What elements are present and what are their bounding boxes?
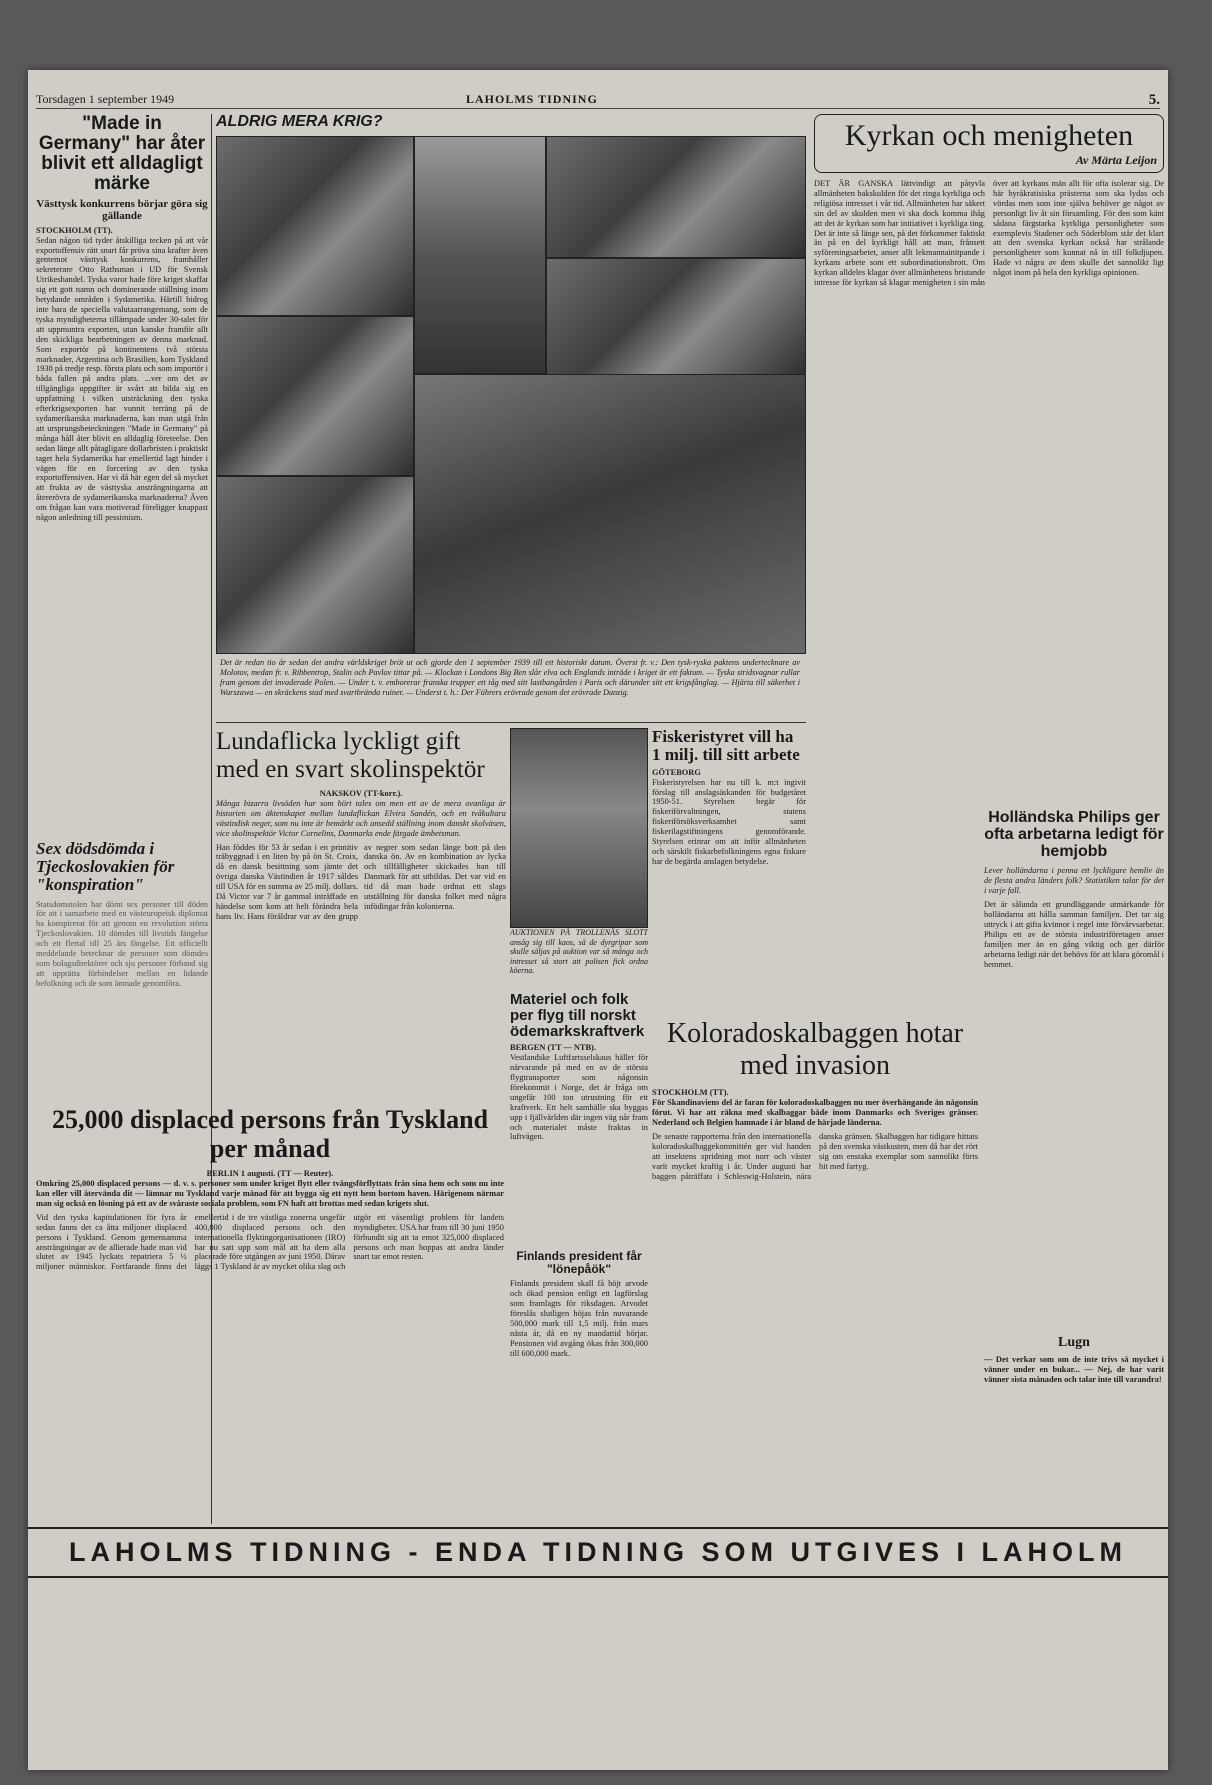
article-body: Fiskeristyrelsen har nu till k. m:t ingivit förslag till anslagsäskanden för budgetåret 1950-51. Styrelsen begär för fiskeriförvaltningen, statens fiskeriförsöksverksamhet samt fiskerilagstiftningens genomförande. Styrelsen erinrar om att inför allmänheten och särskilt fiskarbefolkningens egna fiskare har de begärda anslagen betydelse. — [652, 777, 806, 866]
photo-caption: Det är redan tio år sedan det andra världskriget bröt ut och gjorde den 1 september 1939 till ett historiskt datum. Överst fr. v.: Den tysk-ryska paktens undertecknare av Molotov, medan fr. v. Ribbentrop, Stalin och Pavlov tittar på. — Klockan i Londons Big Ben slår elva och Englands inträde i kriget är ett faktum. — Tyska stridsvagnar rullar fram genom det invaderade Polen. — Under t. v. emborerar franska trupper ett tåg med sitt lastbangården i Paris och därunder sitt ett krigsfånglag. — Hjärta till säkerhet i Warszawa — en skräckens stad med svartbrända ruiner. — Underst t. h.: Der Führers erövrade genom det erövrade Danzig. — [220, 658, 800, 697]
article-finlands-president — [510, 1250, 648, 1522]
lead: För Skandinaviens del är faran för koloradoskalbaggen nu mer överhängande än någonsin förut. Vi har att räkna med skalbaggar både inom Danmarks och Sveriges gränser. Nederland och Belgien hamnade i år bland de härjade länderna. — [652, 1098, 978, 1128]
dateline: STOCKHOLM (TT). — [36, 225, 113, 235]
bottom-banner: LAHOLMS TIDNING - ENDA TIDNING SOM UTGIVES I LAHOLM — [28, 1527, 1168, 1578]
photo-caption: AUKTIONEN PÅ TROLLENÄS SLOTT ansåg sig till kaos, så de dyrgripar som skulle säljas på auktion var så många och intresset så stort att polisen fick ordna köerna. — [510, 928, 648, 976]
photo-pact-signing — [216, 136, 414, 316]
headline: Koloradoskalbaggen hotar med invasion — [666, 1018, 964, 1082]
lead: Omkring 25,000 displaced persons — d. v. s. personer som under kriget flytt eller tvångsförflyttats från sina hem och som nu inte kan eller vill återvända dit — lämnar nu Tyskland varje månad för att bygga sig ett nytt hem bortom haven. Härigenom närmar man sig också en lösning på ett av de svåraste sociala problem, som FN haft att brottas med sedan krigets slut. — [36, 1179, 504, 1208]
photo-ruins — [546, 258, 806, 376]
article-body: DET ÄR GANSKA lättvindigt att påtyvla allmänheten bakskulden för det ringa kyrkliga och religiösa intresset i vår tid. Allmänheten har säkert sin del av skulden men vi ska dock komma ihåg att det är kyrkan som har initiativet i kyrkliga ting. Det är inte så länge sen, på det förkommer faktiskt än på en del kyrkligt håll att man, frånsett syföreningsarbetet, anser allt lekmannainitpande i kyrkans arbete som ett subordinationsbrott. Om kyrkan alldeles klagar över allmänhetens bristande intresse för kyrkan så klagar menigheten i sin mån över att kyrkans män allt för ofta isolerar sig. De här byråkratisiska prästerna som ska lydas och vördas men som inte själva behöver ge något av personligt liv åt sin församling. För den som känt sådana färgstarka kyrkliga personligheter som exemplevis Stadener och Söderblom står det klart att den svenska kyrkan också har strålande personligheter som kunnat nå in till folkdjupen. Hade vi några av dem skulle det sannolikt ligt något inom på hela den kyrkliga opinionen. — [814, 179, 1164, 288]
photo-troops-train — [216, 316, 414, 476]
headline: "Made in Germany" har åter blivit ett alldagligt märke — [38, 114, 206, 194]
headline: Finlands president får "lönepåök" — [516, 1250, 642, 1276]
page-number: 5. — [1148, 92, 1160, 108]
dateline: BERGEN (TT — NTB). — [510, 1043, 596, 1053]
article-made-in-germany — [36, 114, 208, 834]
photo-tanks — [546, 136, 806, 258]
article-body: Vestlandske Luftfartsselskaus häller för närvarande på med en av de största flygtransporter som någonsin förekommit i Norge, det är fråga om ungefär 100 ton utrustning för ett kraftverk. Ett helt samhälle ska byggas upp i fjällvärlden där ingen väg når fram och materialet måste fraktas in luftvägen. — [510, 1053, 648, 1142]
dateline: NAKSKOV (TT-korr.). — [319, 789, 403, 798]
horizontal-rule — [216, 722, 806, 723]
dateline: BERLIN 1 augusti. (TT — Reuter). — [206, 1169, 334, 1179]
issue-date: Torsdagen 1 september 1949 — [36, 92, 175, 106]
byline: Av Märta Leijon — [1075, 153, 1157, 167]
article-aldrig-mera-krig — [216, 114, 806, 720]
dateline: GÖTEBORG — [652, 767, 701, 777]
article-lugn — [984, 1336, 1164, 1486]
headline: Materiel och folk per flyg till norskt ödemarkskraftverk — [510, 992, 645, 1040]
headline: Lundaflicka lyckligt gift med en svart skolinspektör — [216, 728, 485, 783]
article-body: Vid den tyska kapitulationen för fyra år sedan fanns det ca åtta miljoner displaced persons i Tyskland. Genom gemensamma ansträngningar av de allierade hade man vid slutet av 1945 lyckats repatriera 5 ½ miljoner människor. Fortfarande finns det emellertid i de tre västliga zonerna ungefär 400,000 displaced persons och den internationella flyktingorganisationen (IRO) har nu satt upp som mål att ha dem alla placerade före utgången av juni 1950. Därav läggs 1 Tyskland är av mycket olika slag och utgör ett väsentligt problem för landets myndigheter. USA har fram till 30 juni 1950 förbundit sig att ta emot 325,000 displaced persons och man hoppas att andra länder snart tar emot resten. — [36, 1212, 504, 1272]
headline: Kyrkan och menigheten — [844, 119, 1134, 152]
article-fiskeristyret — [652, 728, 806, 1008]
article-body: De senaste rapporterna från den internationella koloradoskalbaggekommittén ger vid handen att insektens spridning mot norr och väster varit mycket kraftig i år. Under augusti har baggen påträffats i Schleswig-Holstein, nära danska gränsen. Skalbaggen har tidigare hittats på den svenska västkusten, men då har det rört sig om enstaka exemplar som sannolikt förts hit med fartyg. — [652, 1132, 978, 1181]
photo-auction-crowd — [510, 728, 648, 928]
headline: Holländska Philips ger ofta arbetarna ledigt för hemjobb — [984, 810, 1164, 860]
article-body: Det är sålunda ett grundläggande utmärkande för holländarna att hålla samman familjen. Det tar sig uttryck i att gifta kvinnor i regel inte förvärvsarbetar. Philips ett av de största industriföretagen anser familjen mer än en gång viktig och ger därför arbetarna ledigt när det behövs för att klara göromål i hemmet. — [984, 900, 1164, 969]
page-header — [36, 92, 1160, 109]
article-body: Sedan någon tid tyder åtskilliga tecken på att vår exportoffensiv rätt snart får pröva sina krafter även gentemot västtysk konkurrens, framhåller sekreterare Otto Rathsman i UD för Svensk Utrikeshandel. Tyska varor hade före kriget skaffat sig ett gott namn och dominerande ställning inom betydande områden i Sydamerika. Härtill bidrog inte bara de speciella valutaarrangemang, som de tyska myndigheterna tillämpade under 30-talet för att uppmuntra exporten, utan kanske framför allt den skickliga bearbetningen av denna marknad. Som exportör på kontinentens två största marknader, Argentina och Brasilien, kom Tyskland 1938 på tredje resp. första plats och som importör i båda fallen på andra plats. ...ver om det av tillgängliga uppgifter är svårt att bilda sig en uppfattning i vilken utsträckning den tyska efterkrigsexporten har vunnit terräng på de sydamerikanska marknaderna, kan man utgå från att ursprungsbeteckningen "Made in Germany" på många håll åter blivit en alldaglig företeelse. Den sedan länge allt påtagligare dollarbristen i praktiskt taget hela Sydamerika har emellertid lagt hinder i vägen för en forcering av den tyska exportoffensiven. Har vi då här egen del så mycket att frukta av de västtyska ansträngningarna att återerövra de sydamerikanska marknaderna? Även om frågan kan vara motiverad föreligger knappast någon anledning till pessimism. — [36, 235, 208, 523]
headline: Lugn — [1058, 1336, 1090, 1350]
headline: ALDRIG MERA KRIG? — [216, 114, 383, 130]
article-body: Finlands president skall få höjt arvode och ökad pension enligt ett lagförslag som framlagts för riksdagen. Arvodet föreslås slutligen höjas från nuvarande 500,000 mark till 1,5 milj. från mars nästa år, då en ny mandattid börjar. Pensionen vid avgång ökas från 300,000 till 600,000 mark. — [510, 1279, 648, 1358]
article-body: — Det verkar som om de inte trivs så mycket i vänner under en bukar... — Nej, de har varit vänner sista månaden och talar inte till varandra! — [984, 1354, 1164, 1384]
lead: Många bizarra livsöden har som hört tales om men ett av de mera ovanliga är historien om äktenskapet mellan lundaflickan Elvira Sandén, och en tvåkultara västindisk neger, som nu inte är bemärkt och ansedd ställning inom danskt skolväsen, vice skolinspektör Victor Cornelins, Danmarks ende färgade ämbetsman. — [216, 798, 506, 838]
headline: Sex dödsdömda i Tjeckoslovakien för "konspiration" — [36, 840, 175, 894]
article-auktionen — [510, 728, 648, 988]
article-body: Statsdomstolen har dömt sex personer till döden för att i samarbete med en västeuropeisk diplomat ha konspirerat för att genom en revolution störta Tjeckoslovakien. 10 dömdes till livstids fängelse och ett flertal till 25 års fängelse. Ett officiellt meddelande betecknar de personer som dömdes som bolagsdirektörer och sju personer förband sig att upprätta förbindelser mellan en lidande befolkning och de som ämnade genomföra. — [36, 899, 208, 988]
article-lundaflicka — [216, 728, 506, 1088]
article-materiel — [510, 992, 648, 1244]
lead: Lever holländarna i penna ett lyckligare hemliv än de flesta andra länders folk? Statistiken talar för det i varje fall. — [984, 866, 1164, 896]
photo-prisoners — [216, 476, 414, 654]
dateline: STOCKHOLM (TT). — [652, 1088, 729, 1098]
article-body: Han föddes för 53 år sedan i en primitiv träbyggnad i en liten by på ön St. Croix, då en dansk besittning som jämte det övriga danska Västindien år 1917 såldes till USA för en summa av 25 milj. dollars. Då Victor var 7 år gammal inträffade en händelse som kom att helt förändra hela hans liv. Hans föräldrar var av den grupp av negrer som sedan länge bott på den danska ön. Av en kombination av lycka och tillfälligheter skickades han till Danmark för att utbildas. Det var vid en tid då man hade ordnat ett slags utställning för danska folket med några infödingar från kolonierna. — [216, 842, 506, 921]
article-kyrkan — [814, 114, 1164, 804]
paper-name: LAHOLMS TIDNING — [466, 92, 598, 106]
article-sex-dodsdomda — [36, 840, 208, 1102]
newspaper-page — [28, 70, 1168, 1770]
article-koloradoskalbaggen — [652, 1018, 978, 1522]
article-displaced-persons — [36, 1106, 504, 1522]
photo-warsaw — [414, 374, 806, 654]
kyrkan-title-box — [814, 114, 1164, 173]
headline: 25,000 displaced persons från Tyskland per månad — [51, 1106, 489, 1163]
subhead: Västtysk konkurrens börjar göra sig gällande — [36, 197, 208, 222]
photo-big-ben — [414, 136, 546, 374]
headline: Fiskeristyret vill ha 1 milj. till sitt arbete — [652, 728, 800, 764]
article-hollandska — [984, 810, 1164, 1330]
